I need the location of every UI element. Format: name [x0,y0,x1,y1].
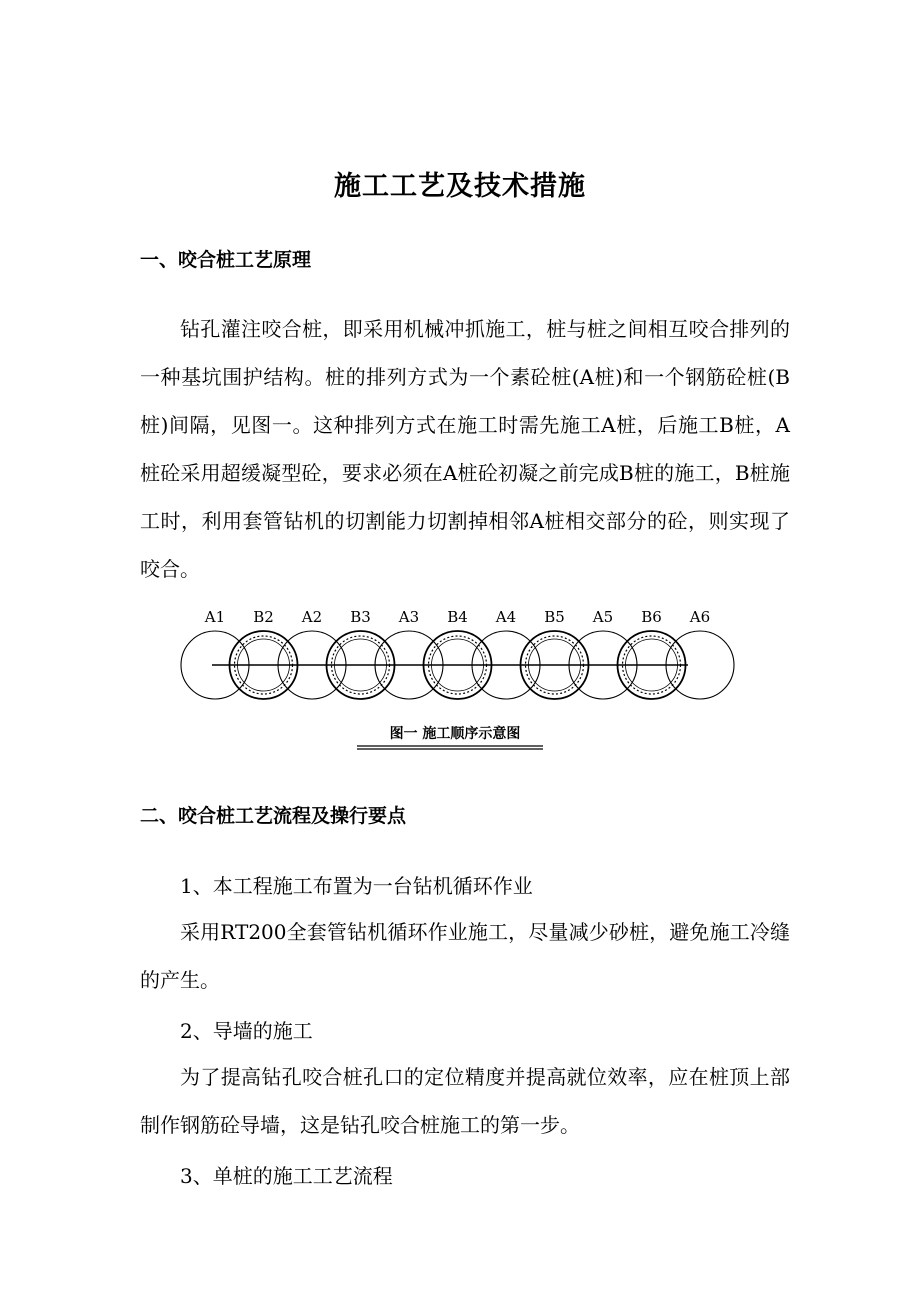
principle-paragraph: 钻孔灌注咬合桩，即采用机械冲抓施工，桩与桩之间相互咬合排列的一种基坑围护结构。桩的排列方式为一个素砼桩(A桩)和一个钢筋砼桩(B桩)间隔，见图一。这种排列方式在施工时需先施工A桩，后施工B桩，A桩砼采用超缓凝型砼，要求必须在A桩砼初凝之前完成B桩的施工，B桩施工时，利用套管钻机的切割能力切割掉相邻A桩相交部分的砼，则实现了咬合。 [140,317,790,581]
section-heading-process: 二、咬合桩工艺流程及操行要点 [140,805,407,827]
pile-label-a6: A6 [689,608,711,626]
section-heading-principle: 一、咬合桩工艺原理 [140,249,312,271]
item1-text: 采用RT200全套管钻机循环作业施工，尽量减少砂桩，避免施工冷缝的产生。 [140,920,790,992]
pile-label-a1: A1 [204,608,226,626]
item3-title: 3、单桩的施工工艺流程 [180,1164,393,1188]
item1-title: 1、本工程施工布置为一台钻机循环作业 [180,874,533,898]
item2-title: 2、导墙的施工 [180,1019,313,1043]
pile-label-a4: A4 [495,608,517,626]
pile-label-a3: A3 [398,608,420,626]
pile-label-b3: B3 [350,608,371,626]
pile-label-b5: B5 [544,608,565,626]
pile-label-a2: A2 [301,608,323,626]
pile-label-b4: B4 [447,608,468,626]
figure-caption: 图一 施工顺序示意图 [389,726,521,742]
pile-sequence-figure [170,598,750,762]
pile-label-b6: B6 [641,608,662,626]
pile-label-b2: B2 [253,608,274,626]
pile-label-a5: A5 [592,608,614,626]
item2-text: 为了提高钻孔咬合桩孔口的定位精度并提高就位效率，应在桩顶上部制作钢筋砼导墙，这是钻孔咬合桩施工的第一步。 [140,1065,790,1137]
pile-sequence-diagram [170,598,750,758]
document-title: 施工工艺及技术措施 [334,171,586,202]
